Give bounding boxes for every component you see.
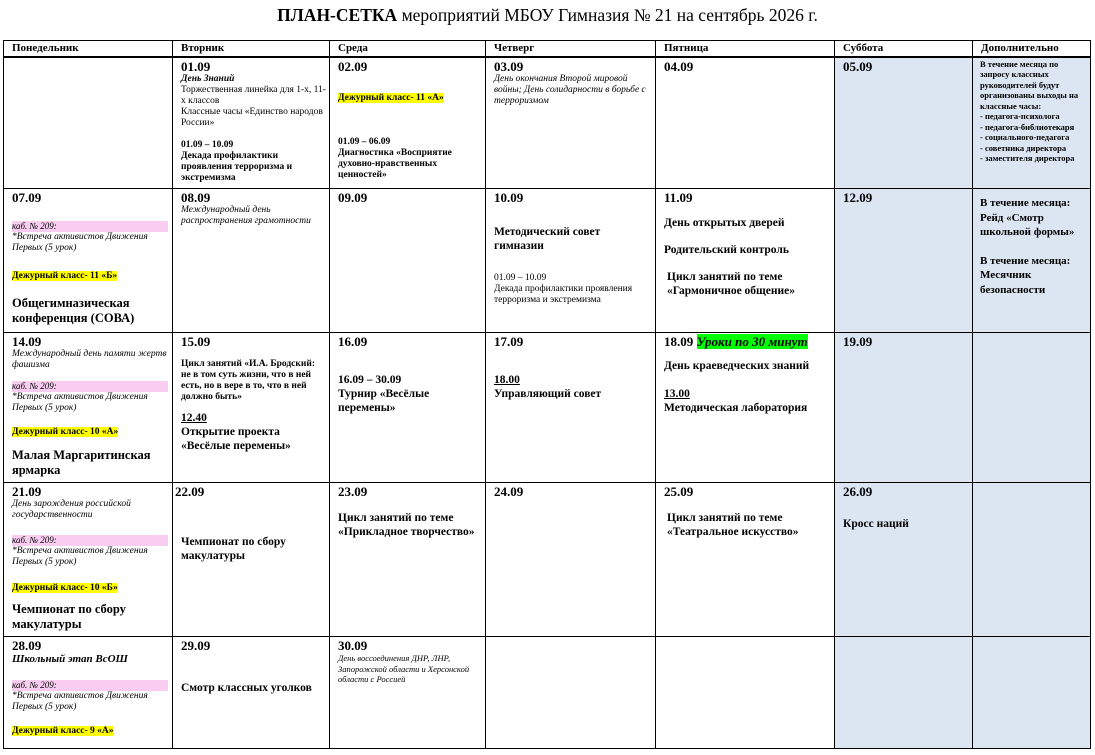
header-friday: Пятница: [656, 41, 835, 57]
date-label: 21.09: [12, 484, 42, 499]
date-label: 28.09: [12, 638, 42, 653]
additional-note: Месячник безопасности: [980, 269, 1046, 296]
event-title: Цикл занятий по теме «Театральное искусство»: [667, 512, 799, 538]
date-label: 24.09: [494, 484, 524, 499]
time-row: [664, 387, 831, 401]
holiday-label: День Знаний: [181, 73, 235, 84]
time-label: 12.40: [181, 412, 207, 424]
cell-week1-additional: [973, 57, 1091, 189]
date-label: 30.09: [338, 638, 368, 653]
header-wednesday: Среда: [330, 41, 486, 57]
additional-list-item: - педагога-библиотекаря: [980, 121, 1075, 132]
event-title: Цикл занятий по теме «Гармоничное общение»: [667, 271, 795, 297]
additional-list-item: - заместителя директора: [980, 153, 1075, 163]
meeting-text: *Встреча активистов Движения Первых (5 урок): [12, 232, 148, 253]
cell-week2-tuesday: [173, 189, 330, 333]
cell-week2-friday: [656, 189, 835, 333]
duty-class-badge: Дежурный класс- 10 «А»: [12, 427, 119, 437]
date-label: 26.09: [843, 484, 873, 499]
cell-week3-wednesday: [330, 333, 486, 483]
date-label: 09.09: [338, 190, 368, 205]
cell-week1-monday: [4, 57, 173, 189]
period-label: 01.09 – 10.09: [494, 273, 547, 283]
cell-week5-additional: [973, 637, 1091, 749]
header-monday: Понедельник: [4, 41, 173, 57]
week-row-5: [4, 637, 1091, 749]
meeting-text: *Встреча активистов Движения Первых (5 урок): [12, 546, 148, 567]
cell-week5-monday: [4, 637, 173, 749]
header-additional: Дополнительно: [973, 41, 1091, 57]
cell-week1-friday: [656, 57, 835, 189]
cell-week1-thursday: [486, 57, 656, 189]
cell-week2-wednesday: [330, 189, 486, 333]
event-title: Методический совет гимназии: [494, 226, 601, 252]
header-thursday: Четверг: [486, 41, 656, 57]
date-label: 11.09: [664, 190, 693, 205]
event-title: Открытие проекта «Весёлые перемены»: [181, 426, 291, 452]
period-event-text: Декада профилактики проявления терроризма и экстремизма: [181, 150, 293, 183]
cell-week5-friday: [656, 637, 835, 749]
period-label: 01.09 – 10.09: [181, 139, 234, 150]
event-title: Общегимназическая конференция (СОВА): [12, 296, 135, 325]
holiday-label: Международный день памяти жертв фашизма: [12, 349, 167, 370]
cell-week1-tuesday: [173, 57, 330, 189]
cell-week4-thursday: [486, 483, 656, 637]
date-label: 22.09: [175, 484, 205, 499]
date-label: 10.09: [494, 190, 524, 205]
holiday-label: День зарождения российской государственности: [12, 499, 131, 520]
cell-week4-tuesday: [173, 483, 330, 637]
cell-week3-saturday: [835, 333, 973, 483]
date-label: 14.09: [12, 334, 42, 349]
cell-week4-monday: [4, 483, 173, 637]
date-label: 04.09: [664, 58, 694, 74]
cell-week2-monday: [4, 189, 173, 333]
time-row: [181, 411, 326, 425]
date-label: 17.09: [494, 334, 524, 349]
holiday-label: День воссоединения ДНР, ЛНР, Запорожской области и Херсонской области с Россией: [338, 653, 470, 684]
page-title: [0, 4, 1095, 26]
time-label: 13.00: [664, 388, 690, 400]
duty-class-row: [12, 580, 169, 594]
header-row: [4, 41, 1091, 57]
period-event-text: Диагностика «Восприятие духовно-нравственных ценностей»: [338, 147, 452, 180]
duty-class-row: [12, 268, 169, 282]
week-row-1: [4, 57, 1091, 189]
event-title: День краеведческих знаний: [664, 360, 810, 372]
date-label: 05.09: [843, 58, 873, 74]
date-label: 23.09: [338, 484, 368, 499]
event-title: Малая Маргаритинская ярмарка: [12, 448, 151, 477]
cell-week5-tuesday: [173, 637, 330, 749]
cell-week3-thursday: [486, 333, 656, 483]
date-label: 15.09: [181, 334, 211, 349]
additional-note-lead: В течение месяца:: [980, 197, 1071, 209]
additional-note-lead: В течение месяца:: [980, 254, 1071, 267]
additional-list-item: - советника директора: [980, 142, 1067, 153]
room-label: каб. № 209:: [12, 535, 168, 546]
holiday-label: День окончания Второй мировой войны; День солидарности в борьбе с терроризмом: [494, 73, 646, 106]
schedule-grid: [3, 40, 1091, 749]
meeting-text: *Встреча активистов Движения Первых (5 урок): [12, 691, 148, 712]
duty-class-badge: Дежурный класс- 11 «Б»: [12, 271, 118, 281]
cell-week1-saturday: [835, 57, 973, 189]
event-title: Турнир «Весёлые перемены»: [338, 388, 430, 414]
cell-week3-tuesday: [173, 333, 330, 483]
date-label: 19.09: [843, 334, 873, 349]
event-title: Школьный этап ВсОШ: [12, 653, 128, 665]
time-row: [494, 373, 652, 387]
period-label: 16.09 – 30.09: [338, 374, 402, 386]
event-title: Управляющий совет: [494, 388, 602, 400]
duty-class-badge: Дежурный класс- 9 «А»: [12, 726, 114, 736]
week-row-3: [4, 333, 1091, 483]
event-title: Цикл занятий по теме «Прикладное творчество»: [338, 512, 475, 538]
room-label: каб. № 209:: [12, 381, 168, 392]
short-lessons-notice: Уроки по 30 минут: [696, 334, 808, 349]
cell-week3-monday: [4, 333, 173, 483]
cell-week5-wednesday: [330, 637, 486, 749]
cell-week5-thursday: [486, 637, 656, 749]
cell-week2-saturday: [835, 189, 973, 333]
holiday-label: Международный день распространения грамотности: [181, 205, 311, 226]
period-event-text: Декада профилактики проявления терроризма и экстремизма: [494, 284, 633, 305]
cell-week3-additional: [973, 333, 1091, 483]
event-text: Торжественная линейка для 1-х, 11-х классов: [181, 84, 326, 106]
event-title: Чемпионат по сбору макулатуры: [12, 602, 126, 631]
cell-week5-saturday: [835, 637, 973, 749]
date-label: 29.09: [181, 638, 211, 653]
additional-note: Рейд «Смотр школьной формы»: [980, 211, 1075, 238]
date-label: 08.09: [181, 190, 211, 205]
date-label: 18.09: [664, 334, 694, 349]
title-rest-part: мероприятий МБОУ Гимназия № 21 на сентябрь 2026 г.: [401, 5, 818, 25]
cell-week4-friday: [656, 483, 835, 637]
duty-class-badge: Дежурный класс- 11 «А»: [338, 92, 444, 103]
duty-class-row: [338, 90, 482, 104]
date-label: 03.09: [494, 58, 524, 74]
date-label: 07.09: [12, 190, 42, 205]
title-bold-part: ПЛАН-СЕТКА: [277, 5, 398, 25]
series-text: Цикл занятий «И.А. Бродский: не в том суть жизни, что в ней есть, но в вере в то, что в ней должно быть»: [181, 359, 315, 402]
event-title: Кросс наций: [843, 518, 909, 530]
meeting-text: *Встреча активистов Движения Первых (5 урок): [12, 392, 148, 413]
event-title: Родительский контроль: [664, 244, 789, 256]
cell-week3-friday: [656, 333, 835, 483]
event-title: Смотр классных уголков: [181, 682, 312, 694]
date-label: 16.09: [338, 334, 368, 349]
header-saturday: Суббота: [835, 41, 973, 57]
cell-week2-thursday: [486, 189, 656, 333]
date-label: 12.09: [843, 190, 873, 205]
cell-week4-additional: [973, 483, 1091, 637]
duty-class-badge: Дежурный класс- 10 «Б»: [12, 583, 118, 593]
room-label: каб. № 209:: [12, 221, 168, 232]
room-label: каб. № 209:: [12, 680, 168, 691]
date-label: 01.09: [181, 58, 211, 74]
duty-class-row: [12, 723, 169, 737]
date-row: [664, 334, 831, 349]
period-label: 01.09 – 06.09: [338, 136, 391, 147]
event-title: Чемпионат по сбору макулатуры: [181, 536, 286, 562]
header-tuesday: Вторник: [173, 41, 330, 57]
time-label: 18.00: [494, 374, 520, 386]
cell-week2-additional: [973, 189, 1091, 333]
event-title: Методическая лаборатория: [664, 402, 808, 414]
week-row-4: [4, 483, 1091, 637]
additional-list-item: - социального-педагога: [980, 132, 1070, 142]
duty-class-row: [12, 424, 169, 438]
cell-week4-wednesday: [330, 483, 486, 637]
cell-week4-saturday: [835, 483, 973, 637]
cell-week1-wednesday: [330, 57, 486, 189]
date-label: 02.09: [338, 58, 368, 74]
additional-intro: В течение месяца по запросу классных руководителей будут организованы выходы на классные часы:: [980, 58, 1079, 111]
date-label: 25.09: [664, 484, 694, 499]
additional-list-item: - педагога-психолога: [980, 111, 1060, 121]
week-row-2: [4, 189, 1091, 333]
event-text: Классные часы «Единство народов России»: [181, 106, 323, 128]
event-title: День открытых дверей: [664, 217, 785, 229]
